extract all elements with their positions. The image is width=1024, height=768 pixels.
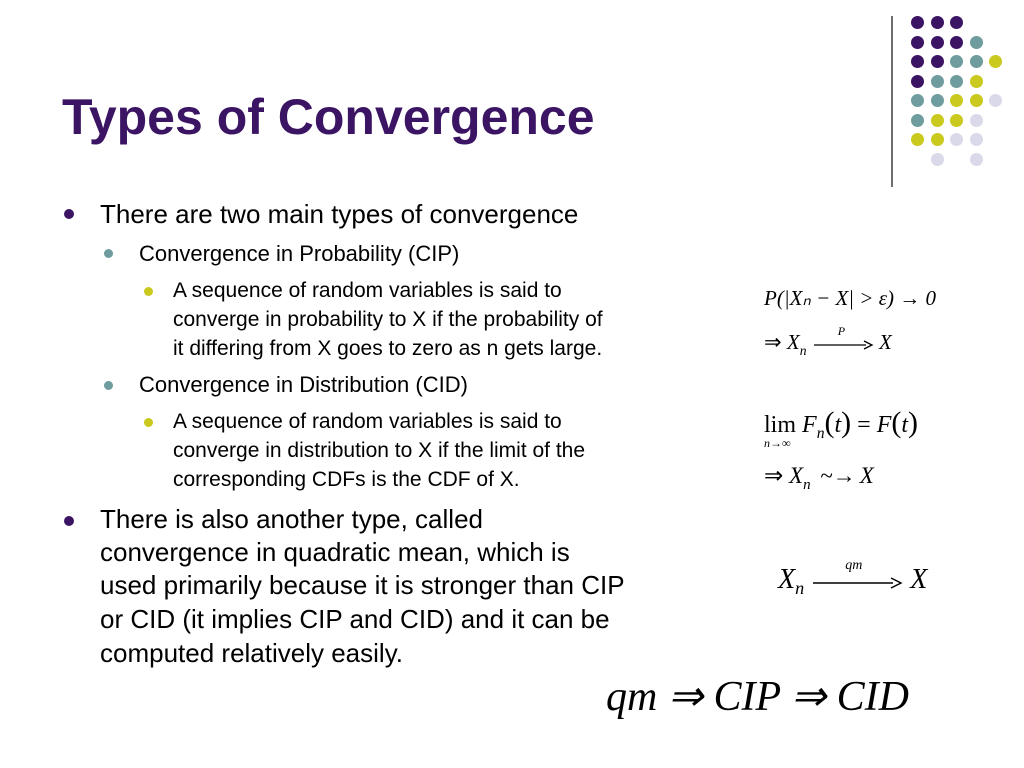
bullet-text: used primarily because it is stronger than CIP	[100, 570, 625, 600]
bullet-text: A sequence of random variables is said to	[173, 410, 562, 433]
bullet-text: Convergence in Distribution (CID)	[139, 372, 468, 397]
formula-cip-arrow: ⇒ $X_n$ P X	[764, 324, 892, 358]
formula-cid-arrow: ⇒ $X_n$ ~→ X	[764, 463, 874, 493]
arrow-label: qm	[845, 557, 863, 573]
formula-cid-limit: $\lim F_n(t) = F(t)$	[764, 406, 919, 442]
decorative-dot	[950, 55, 963, 68]
bullet-text: corresponding CDFs is the CDF of X.	[173, 468, 520, 491]
decorative-dot	[931, 114, 944, 127]
lim-operator: lim	[764, 412, 797, 438]
tilde-arrow: ~→	[820, 463, 856, 488]
bullet-text: A sequence of random variables is said to	[173, 279, 562, 302]
decorative-dot	[950, 133, 963, 146]
decorative-dot	[970, 36, 983, 49]
decorative-dot	[970, 114, 983, 127]
long-arrow-icon	[811, 570, 903, 594]
decorative-dot	[970, 94, 983, 107]
arrow-label: P	[837, 324, 846, 339]
decorative-dot	[950, 16, 963, 29]
decorative-dot	[950, 94, 963, 107]
decorative-dot	[970, 133, 983, 146]
bullet-level1	[64, 516, 74, 526]
decorative-dot	[911, 114, 924, 127]
decorative-dot	[989, 55, 1002, 68]
bullet-level2	[104, 249, 113, 258]
decorative-dot	[911, 94, 924, 107]
decorative-dot	[911, 133, 924, 146]
decorative-dot	[931, 55, 944, 68]
decorative-dot	[970, 55, 983, 68]
slide-title: Types of Convergence	[62, 89, 595, 145]
vertical-rule	[891, 16, 893, 187]
decorative-dot	[950, 36, 963, 49]
bullet-text: computed relatively easily.	[100, 638, 403, 668]
decorative-dot	[931, 16, 944, 29]
decorative-dot	[911, 75, 924, 88]
decorative-dot	[931, 75, 944, 88]
decorative-dot	[911, 55, 924, 68]
formula-qm-arrow: $X_n$ qm X	[778, 557, 928, 598]
decorative-dot	[931, 133, 944, 146]
bullet-level3	[144, 287, 153, 296]
bullet-text: There are two main types of convergence	[100, 199, 579, 229]
decorative-dot	[970, 75, 983, 88]
bullet-text: converge in distribution to X if the limit of the	[173, 439, 586, 462]
decorative-dot	[950, 114, 963, 127]
bullet-text: it differing from X goes to zero as n gets large.	[173, 337, 603, 360]
lim-subscript: n→∞	[764, 436, 791, 450]
decorative-dot	[950, 75, 963, 88]
bullet-text: converge in probability to X if the probability of	[173, 308, 603, 331]
decorative-dot	[931, 94, 944, 107]
formula-cip-probability: P(|Xₙ − X| > ε) → 0	[764, 286, 936, 310]
bullet-text: convergence in quadratic mean, which is	[100, 537, 570, 567]
decorative-dot	[970, 153, 983, 166]
decorative-dot	[931, 153, 944, 166]
bullet-level1	[64, 209, 74, 219]
formula-implication: qm ⇒ CIP ⇒ CID	[606, 674, 909, 720]
decorative-dot	[911, 36, 924, 49]
bullet-level2	[104, 381, 113, 390]
bullet-text: or CID (it implies CIP and CID) and it can be	[100, 604, 610, 634]
long-arrow-icon	[812, 334, 874, 354]
decorative-dot	[931, 36, 944, 49]
bullet-text: There is also another type, called	[100, 504, 483, 534]
bullet-text: Convergence in Probability (CIP)	[139, 241, 460, 266]
bullet-level3	[144, 418, 153, 427]
decorative-dot	[989, 94, 1002, 107]
decorative-dot	[911, 16, 924, 29]
